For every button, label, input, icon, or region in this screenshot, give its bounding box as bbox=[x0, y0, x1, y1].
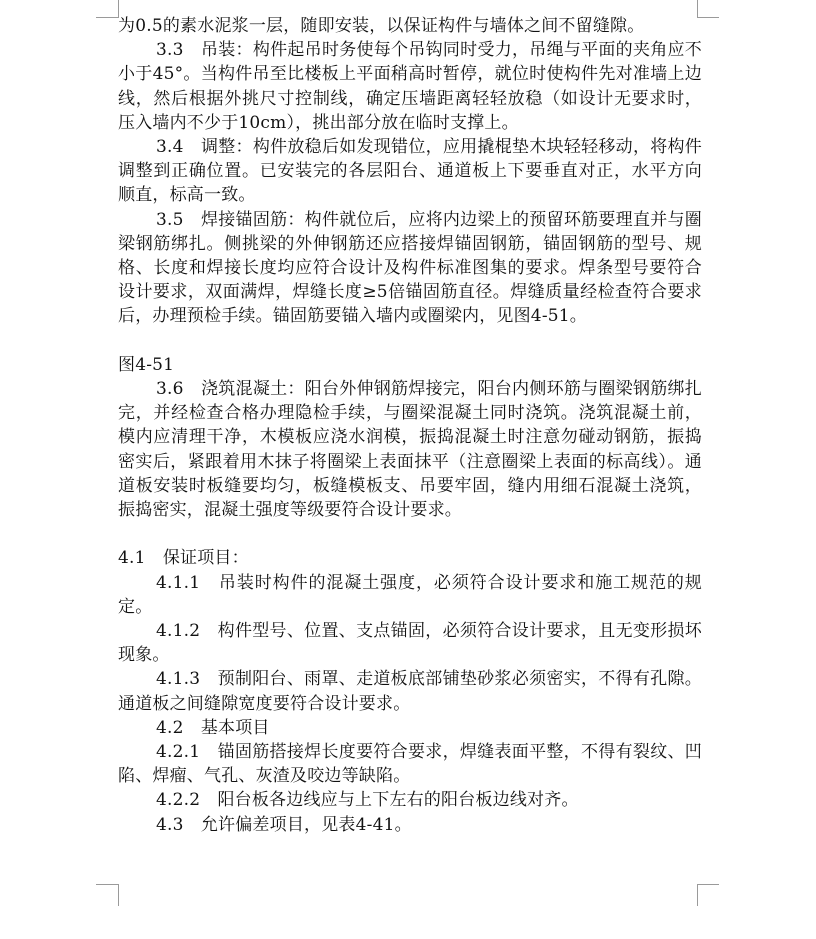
paragraph-4-1-1: 4.1.1 吊装时构件的混凝土强度，必须符合设计要求和施工规范的规定。 bbox=[118, 572, 702, 617]
crop-mark-bottom-left-horizontal bbox=[96, 884, 118, 885]
crop-mark-bottom-right-horizontal bbox=[697, 884, 719, 885]
section-heading-4-2: 4.2 基本项目 bbox=[156, 717, 270, 738]
paragraph-3-5-welding: 3.5 焊接锚固筋：构件就位后，应将内边梁上的预留环筋要理直并与圈梁钢筋绑扎。侧挑梁的外伸钢筋还应搭接焊锚固钢筋，锚固钢筋的型号、规格、长度和焊接长度均应符合设计及构件标准图集的要求。焊条型号要符合设计要求，双面满焊，焊缝长度≥5倍锚固筋直径。焊缝质量经检查符合要求后，办理预检手续。锚固筋要锚入墙内或圈梁内，见图4-51。 bbox=[118, 209, 702, 327]
blank-line bbox=[118, 329, 702, 353]
section-heading-4-1: 4.1 保证项目： bbox=[118, 548, 249, 569]
paragraph: 为0.5的素水泥浆一层，随即安装，以保证构件与墙体之间不留缝隙。 bbox=[118, 16, 645, 36]
paragraph-3-6-concrete: 3.6 浇筑混凝土：阳台外伸钢筋焊接完，阳台内侧环筋与圈梁钢筋绑扎完，并经检查合格办理隐检手续，与圈梁混凝土同时浇筑。浇筑混凝土前，模内应清理干净，木模板应浇水润模，振捣混凝土时注意勿碰动钢筋，振捣密实后，紧跟着用木抹子将圈梁上表面抹平（注意圈梁上表面的标高线）。通道板安装时板缝要均匀，板缝模板支、吊要牢固，缝内用细石混凝土浇筑，振捣密实，混凝土强度等级要符合设计要求。 bbox=[118, 379, 702, 521]
figure-label: 图4-51 bbox=[118, 354, 175, 375]
crop-mark-bottom-left-vertical bbox=[118, 884, 119, 906]
paragraph-4-2-1: 4.2.1 锚固筋搭接焊长度要符合要求，焊缝表面平整，不得有裂纹、凹陷、焊瘤、气孔、灰渣及咬边等缺陷。 bbox=[118, 742, 702, 787]
paragraph-3-3-hoisting: 3.3 吊装：构件起吊时务使每个吊钩同时受力，吊绳与平面的夹角应不小于45°。当构件吊至比楼板上平面稍高时暂停，就位时使构件先对准墙上边线，然后根据外挑尺寸控制线，确定压墙距离轻轻放稳（如设计无要求时，压入墙内不少于10cm），挑出部分放在临时支撑上。 bbox=[118, 40, 702, 133]
paragraph-4-1-3: 4.1.3 预制阳台、雨罩、走道板底部铺垫砂浆必须密实，不得有孔隙。通道板之间缝隙宽度要符合设计要求。 bbox=[118, 669, 702, 714]
paragraph-4-1-2: 4.1.2 构件型号、位置、支点锚固，必须符合设计要求，且无变形损坏现象。 bbox=[118, 621, 702, 666]
paragraph-3-4-adjustment: 3.4 调整：构件放稳后如发现错位，应用撬棍垫木块轻轻移动，将构件调整到正确位置。已安装完的各层阳台、通道板上下要垂直对正，水平方向顺直，标高一致。 bbox=[118, 137, 702, 206]
blank-line bbox=[118, 522, 702, 546]
paragraph-4-3: 4.3 允许偏差项目，见表4-41。 bbox=[156, 814, 412, 835]
crop-mark-bottom-right-vertical bbox=[697, 884, 698, 906]
paragraph-4-2-2: 4.2.2 阳台板各边线应与上下左右的阳台板边线对齐。 bbox=[156, 790, 579, 811]
document-body bbox=[118, 14, 702, 837]
crop-mark-top-left-horizontal bbox=[96, 17, 118, 18]
